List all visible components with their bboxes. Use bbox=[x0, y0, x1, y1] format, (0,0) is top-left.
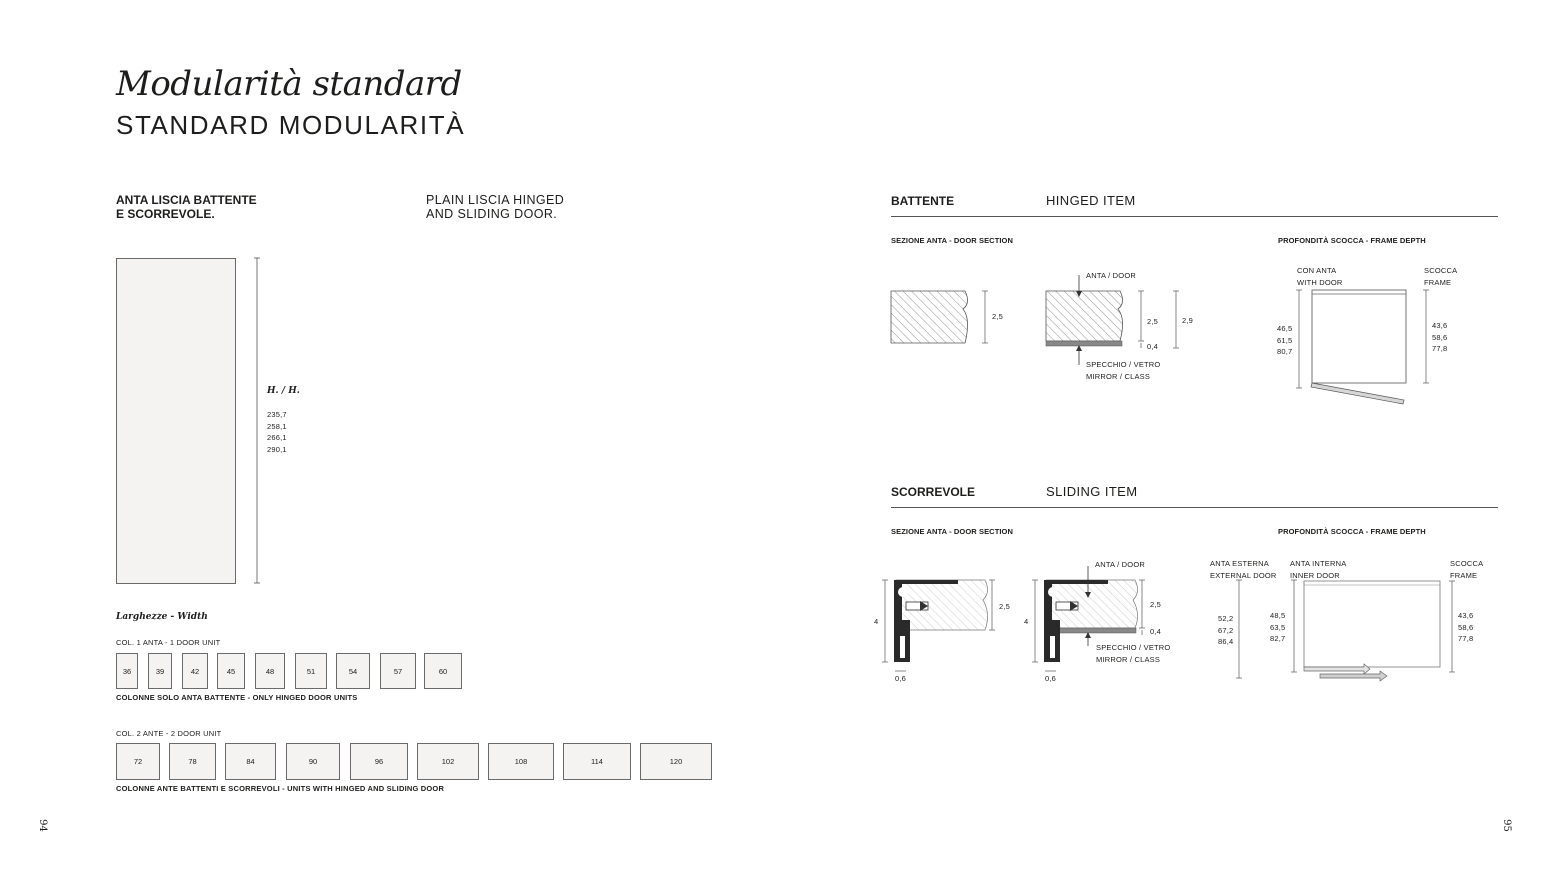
col1-note: COLONNE SOLO ANTA BATTENTE - ONLY HINGED DOOR UNITS bbox=[116, 693, 358, 702]
depth-value: 77,8 bbox=[1458, 634, 1474, 643]
con-anta-label bbox=[1297, 265, 1343, 288]
scorrevole-dim-door-1: 2,5 bbox=[999, 602, 1011, 611]
width-box: 45 bbox=[217, 653, 245, 689]
scorrevole-dim-glass: 0,4 bbox=[1150, 627, 1162, 636]
width-box: 108 bbox=[488, 743, 554, 780]
battente-dim-door: 2,5 bbox=[1147, 317, 1159, 326]
scorrevole-glass-line2: MIRROR / CLASS bbox=[1096, 654, 1161, 664]
page-number-right: 95 bbox=[1500, 819, 1512, 832]
glass-door-section bbox=[1046, 291, 1123, 341]
battente-section-label: SEZIONE ANTA - DOOR SECTION bbox=[891, 236, 1014, 245]
scorrevole-depths-ext bbox=[1218, 613, 1233, 648]
scorrevole-frame-depth-drawing bbox=[1230, 578, 1465, 688]
depth-value: 48,5 bbox=[1270, 611, 1286, 620]
height-value: 235,7 bbox=[267, 410, 287, 419]
con-anta-line1: CON ANTA bbox=[1297, 266, 1337, 275]
scorrevole-dim-door-2: 2,5 bbox=[1150, 600, 1162, 609]
width-box: 39 bbox=[148, 653, 172, 689]
sliding-profile-plain bbox=[882, 580, 995, 671]
width-box: 36 bbox=[116, 653, 138, 689]
page-number-left: 94 bbox=[36, 819, 48, 832]
width-box: 114 bbox=[563, 743, 631, 780]
plain-door-section bbox=[891, 291, 968, 343]
int-door-line2: INNER DOOR bbox=[1290, 570, 1340, 580]
height-label: H. / H. bbox=[267, 386, 300, 396]
width-box: 42 bbox=[182, 653, 208, 689]
battente-dim-plain: 2,5 bbox=[992, 312, 1004, 321]
width-box: 48 bbox=[255, 653, 285, 689]
width-box: 102 bbox=[417, 743, 479, 780]
battente-dim-total: 2,9 bbox=[1182, 316, 1194, 325]
width-box: 96 bbox=[350, 743, 408, 780]
width-box: 54 bbox=[336, 653, 370, 689]
int-door-line1: ANTA INTERNA bbox=[1290, 559, 1347, 568]
left-heading-en-line1: PLAIN LISCIA HINGED bbox=[426, 193, 565, 207]
depth-value: 52,2 bbox=[1218, 614, 1234, 623]
battente-title: BATTENTE bbox=[891, 194, 955, 208]
scorrevole-depths-int bbox=[1270, 610, 1285, 645]
col2-label: COL. 2 ANTE - 2 DOOR UNIT bbox=[116, 729, 222, 738]
scorrevole-depth-label: PROFONDITÀ SCOCCA - FRAME DEPTH bbox=[1278, 527, 1426, 536]
battente-scocca-line2: FRAME bbox=[1424, 277, 1452, 287]
left-heading-it-line1: ANTA LISCIA BATTENTE bbox=[116, 193, 257, 207]
depth-value: 58,6 bbox=[1432, 332, 1448, 342]
depth-value: 82,7 bbox=[1270, 634, 1286, 643]
battente-glass-line2: MIRROR / CLASS bbox=[1086, 371, 1151, 381]
col2-note: COLONNE ANTE BATTENTI E SCORREVOLI - UNITS WITH HINGED AND SLIDING DOOR bbox=[116, 784, 445, 793]
scorrevole-anta-door: ANTA / DOOR bbox=[1095, 560, 1145, 569]
height-value: 258,1 bbox=[267, 421, 287, 431]
depth-value: 77,8 bbox=[1432, 344, 1448, 353]
scorrevole-drawings bbox=[870, 556, 1170, 691]
depth-value: 67,2 bbox=[1218, 625, 1234, 635]
battente-depths-with-door bbox=[1277, 323, 1292, 358]
depth-value: 46,5 bbox=[1277, 324, 1293, 333]
depth-value: 43,6 bbox=[1432, 321, 1448, 330]
depth-value: 86,4 bbox=[1218, 637, 1234, 646]
scorrevole-dim-profile-2: 4 bbox=[1024, 617, 1029, 626]
scorrevole-glass-line1: SPECCHIO / VETRO bbox=[1096, 643, 1171, 652]
height-values bbox=[267, 409, 287, 455]
battente-divider bbox=[891, 216, 1498, 217]
scorrevole-title-en: SLIDING ITEM bbox=[1046, 484, 1138, 499]
scorrevole-dim-base-2: 0,6 bbox=[1045, 674, 1057, 683]
width-box: 72 bbox=[116, 743, 160, 780]
depth-value: 43,6 bbox=[1458, 611, 1474, 620]
battente-depth-label: PROFONDITÀ SCOCCA - FRAME DEPTH bbox=[1278, 236, 1426, 245]
glass-layer bbox=[1046, 341, 1122, 346]
battente-scocca-label bbox=[1424, 265, 1457, 288]
scorrevole-glass-label bbox=[1096, 642, 1170, 665]
scorrevole-dim-base-1: 0,6 bbox=[895, 674, 907, 683]
depth-value: 63,5 bbox=[1270, 622, 1286, 632]
width-box: 90 bbox=[286, 743, 340, 780]
width-box: 84 bbox=[225, 743, 276, 780]
left-heading-it bbox=[116, 193, 257, 221]
battente-glass-label bbox=[1086, 359, 1160, 382]
con-anta-line2: WITH DOOR bbox=[1297, 277, 1343, 287]
height-value: 266,1 bbox=[267, 433, 287, 442]
height-dimension-line bbox=[250, 256, 264, 586]
depth-value: 61,5 bbox=[1277, 335, 1293, 345]
scorrevole-dim-profile-1: 4 bbox=[874, 617, 879, 626]
col1-label: COL. 1 ANTA - 1 DOOR UNIT bbox=[116, 638, 221, 647]
width-box: 120 bbox=[640, 743, 712, 780]
depth-value: 58,6 bbox=[1458, 622, 1474, 632]
widths-label: Larghezze - Width bbox=[116, 612, 208, 622]
width-box: 78 bbox=[169, 743, 216, 780]
left-heading-en-line2: AND SLIDING DOOR. bbox=[426, 207, 558, 221]
scorrevole-title: SCORREVOLE bbox=[891, 485, 976, 499]
ext-door-line2: EXTERNAL DOOR bbox=[1210, 570, 1277, 580]
left-heading-en bbox=[426, 193, 564, 221]
scorrevole-scocca-line2: FRAME bbox=[1450, 570, 1478, 580]
battente-depths-frame bbox=[1432, 320, 1447, 355]
width-box: 60 bbox=[424, 653, 462, 689]
battente-glass-line1: SPECCHIO / VETRO bbox=[1086, 360, 1161, 369]
battente-drawings bbox=[885, 265, 1305, 415]
width-box: 57 bbox=[380, 653, 416, 689]
scorrevole-depths-frame bbox=[1458, 610, 1473, 645]
scorrevole-divider bbox=[891, 507, 1498, 508]
scorrevole-section-label: SEZIONE ANTA - DOOR SECTION bbox=[891, 527, 1014, 536]
height-value: 290,1 bbox=[267, 444, 287, 454]
width-box: 51 bbox=[295, 653, 327, 689]
scorrevole-scocca-line1: SCOCCA bbox=[1450, 559, 1484, 568]
battente-frame-depth-drawing bbox=[1290, 286, 1440, 411]
page-subtitle: STANDARD MODULARITÀ bbox=[116, 110, 466, 140]
page-title: Modularità standard bbox=[116, 64, 462, 104]
depth-value: 80,7 bbox=[1277, 347, 1293, 356]
battente-scocca-line1: SCOCCA bbox=[1424, 266, 1458, 275]
battente-title-en: HINGED ITEM bbox=[1046, 193, 1136, 208]
ext-door-line1: ANTA ESTERNA bbox=[1210, 559, 1269, 568]
door-panel-drawing bbox=[116, 258, 236, 584]
battente-anta-door: ANTA / DOOR bbox=[1086, 271, 1136, 280]
battente-dim-glass: 0,4 bbox=[1147, 342, 1159, 351]
left-heading-it-line2: E SCORREVOLE. bbox=[116, 207, 215, 221]
